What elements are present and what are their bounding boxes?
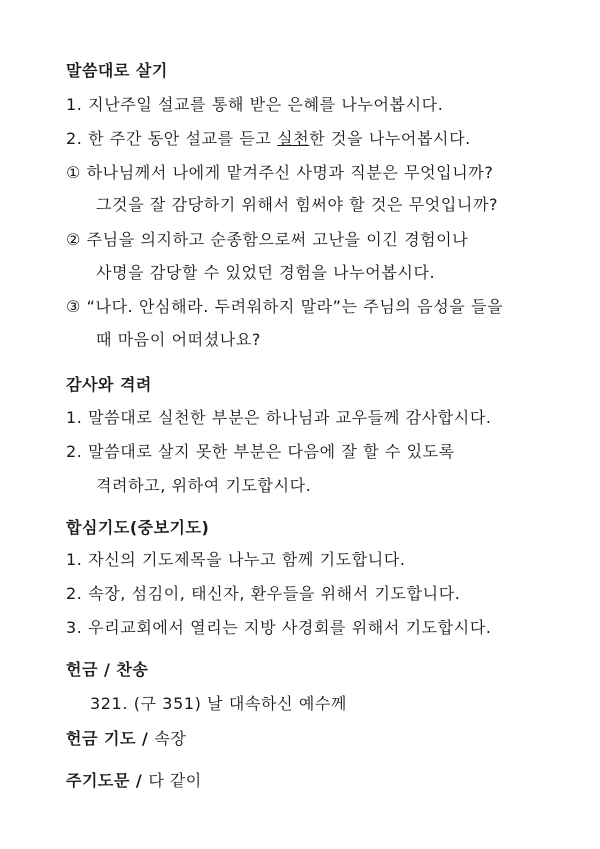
- list-item: [66, 126, 471, 149]
- offering-prayer-leader: 속장: [154, 729, 187, 748]
- list-item: 1. 지난주일 설교를 통해 받은 은혜를 나누어봅시다.: [66, 95, 444, 114]
- list-item: 3. 우리교회에서 열리는 지방 사경회를 위해서 기도합시다.: [66, 618, 492, 637]
- list-item: ② 주님을 의지하고 순종함으로써 고난을 이긴 경험이나: [66, 230, 469, 249]
- list-item-continuation: 격려하고, 위하여 기도합시다.: [96, 476, 312, 495]
- list-item-continuation: 때 마음이 어떠셨나요?: [96, 330, 261, 349]
- hymn-line: 321. (구 351) 날 대속하신 예수께: [90, 694, 347, 713]
- heading-text: 주기도문 /: [66, 771, 149, 790]
- underlined-word: 실천: [277, 129, 310, 148]
- list-item: 1. 말씀대로 실천한 부분은 하나님과 교우들께 감사합시다.: [66, 408, 492, 427]
- list-item-text: 한 것을 나누어봅시다.: [309, 129, 471, 148]
- section-title-offering-song: 헌금 / 찬송: [66, 660, 149, 679]
- heading-text: 헌금 기도 /: [66, 729, 155, 748]
- list-item: 2. 속장, 섬김이, 태신자, 환우들을 위해서 기도합니다.: [66, 584, 461, 603]
- list-item: 2. 말씀대로 살지 못한 부분은 다음에 잘 할 수 있도록: [66, 442, 455, 461]
- section-title-thanks: 감사와 격려: [66, 375, 152, 394]
- list-item: ③ “나다. 안심해라. 두려워하지 말라”는 주님의 음성을 들을: [66, 297, 504, 316]
- section-title-lords-prayer: [66, 768, 202, 791]
- section-title-living-word: 말씀대로 살기: [66, 61, 168, 80]
- lords-prayer-who: 다 같이: [148, 771, 202, 790]
- list-item: ① 하나님께서 나에게 맡겨주신 사명과 직분은 무엇입니까?: [66, 163, 494, 182]
- section-title-offering-prayer: [66, 726, 186, 749]
- list-item-continuation: 그것을 잘 감당하기 위해서 힘써야 할 것은 무엇입니까?: [96, 195, 499, 214]
- list-item: 1. 자신의 기도제목을 나누고 함께 기도합니다.: [66, 550, 406, 569]
- section-title-prayer: 합심기도(중보기도): [66, 518, 210, 537]
- list-item-continuation: 사명을 감당할 수 있었던 경험을 나누어봅시다.: [96, 263, 436, 282]
- list-item-text: 2. 한 주간 동안 설교를 듣고: [66, 129, 278, 148]
